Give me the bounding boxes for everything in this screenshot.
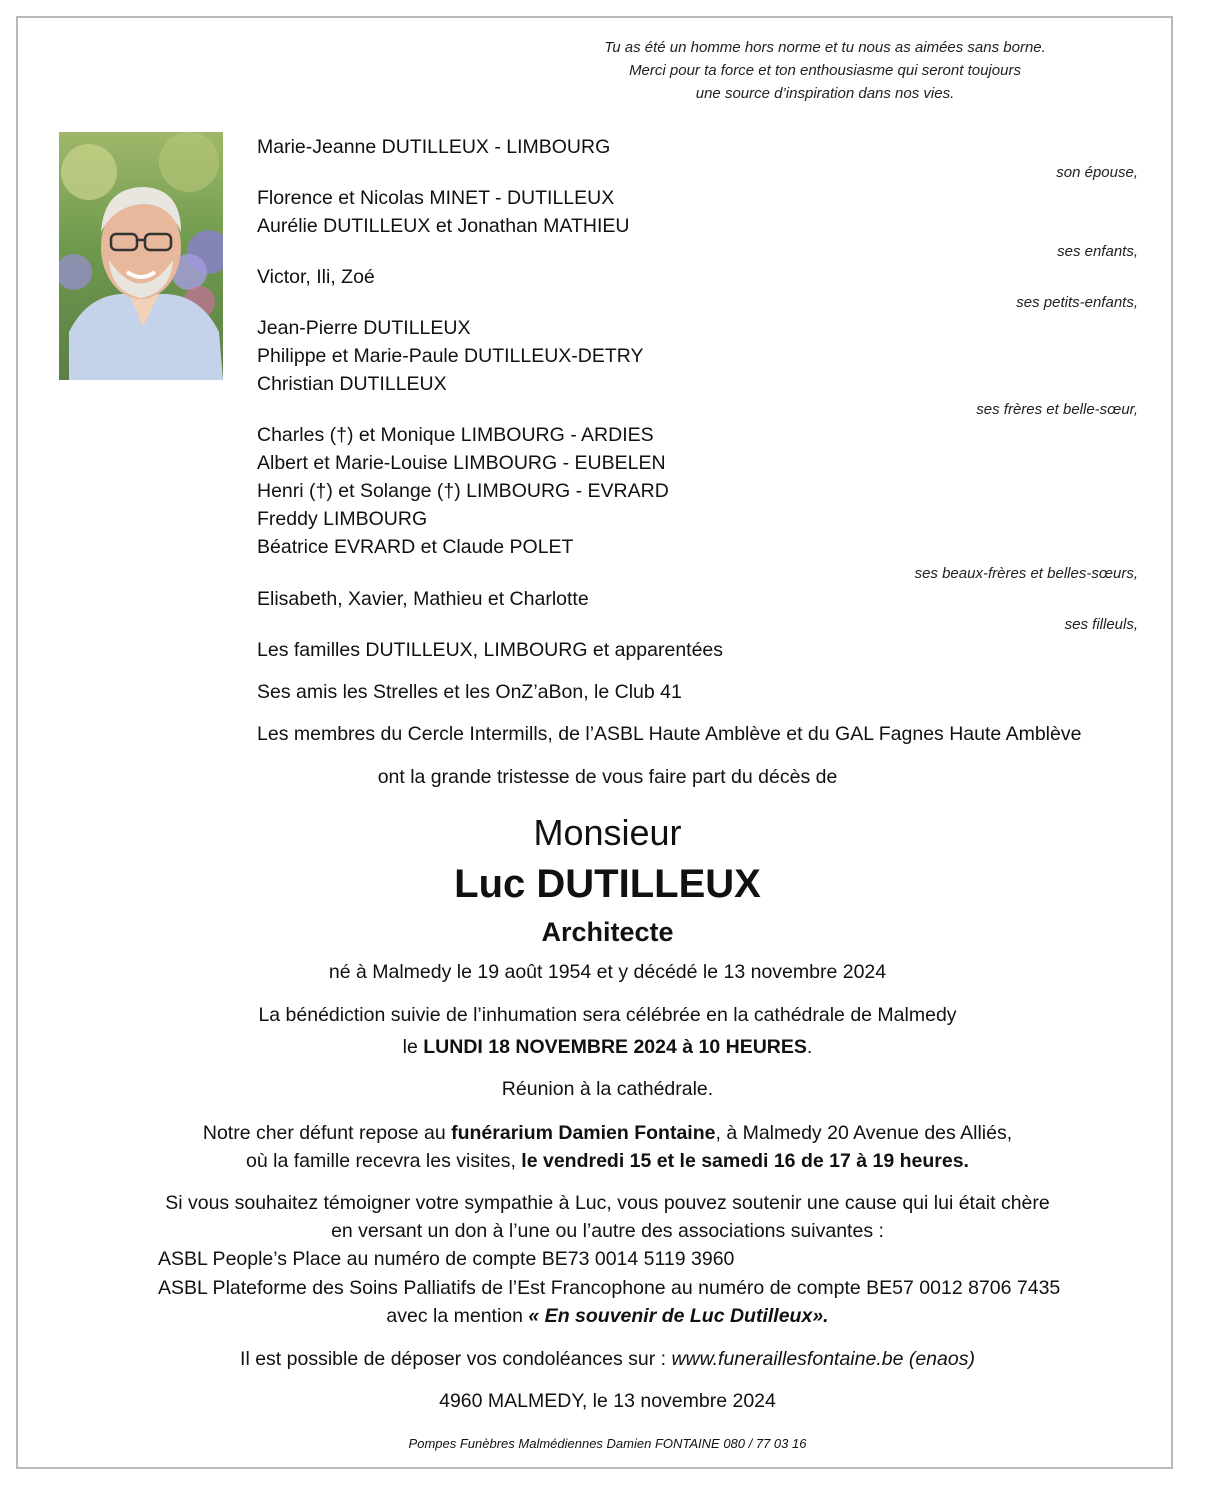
family-child-2: Aurélie DUTILLEUX et Jonathan MATHIEU [257, 215, 630, 237]
quote-line-2: Merci pour ta force et ton enthousiasme qui seront toujours [629, 62, 1021, 79]
family-inlaw-1: Charles (†) et Monique LIMBOURG - ARDIES [257, 424, 654, 446]
visit-line-1: Notre cher défunt repose au funérarium Damien Fontaine, à Malmedy 20 Avenue des Alliés, [202, 1122, 1013, 1144]
deceased-profession: Architecte [541, 917, 674, 947]
deceased-dates: né à Malmedy le 19 août 1954 et y décédé le 13 novembre 2024 [328, 961, 887, 983]
family-child-1: Florence et Nicolas MINET - DUTILLEUX [257, 187, 615, 209]
deceased-name: Luc DUTILLEUX [454, 862, 761, 906]
announcement-text: ont la grande tristesse de vous faire part du décès de [377, 766, 838, 788]
relation-siblings: ses frères et belle-sœur, [976, 401, 1138, 418]
family-inlaw-5: Béatrice EVRARD et Claude POLET [257, 536, 574, 558]
relation-grandchildren: ses petits-enfants, [1016, 294, 1138, 311]
ceremony-reunion: Réunion à la cathédrale. [501, 1078, 714, 1100]
condolences-link[interactable]: www.funeraillesfontaine.be (enaos) [671, 1348, 975, 1370]
family-sibling-1: Jean-Pierre DUTILLEUX [257, 317, 471, 339]
family-grandchildren: Victor, Ili, Zoé [257, 266, 375, 288]
relation-inlaws: ses beaux-frères et belles-sœurs, [914, 565, 1138, 582]
family-inlaw-3: Henri (†) et Solange (†) LIMBOURG - EVRARD [257, 480, 669, 502]
family-inlaw-4: Freddy LIMBOURG [257, 508, 428, 530]
family-inlaw-2: Albert et Marie-Louise LIMBOURG - EUBELEN [257, 452, 666, 474]
quote-line-1: Tu as été un homme hors norme et tu nous as aimées sans borne. [604, 39, 1046, 56]
donation-line-4: ASBL Plateforme des Soins Palliatifs de l’Est Francophone au numéro de compte BE57 0012 8706 7435 [158, 1277, 1061, 1299]
relation-wife: son épouse, [1056, 164, 1138, 181]
relation-godchildren: ses filleuls, [1064, 616, 1138, 633]
portrait-photo [59, 132, 223, 380]
place-date: 4960 MALMEDY, le 13 novembre 2024 [439, 1390, 776, 1412]
family-sibling-2: Philippe et Marie-Paule DUTILLEUX-DETRY [257, 345, 644, 367]
quote-line-3: une source d’inspiration dans nos vies. [695, 85, 955, 102]
portrait-image [59, 132, 223, 380]
deceased-honorific: Monsieur [533, 812, 682, 853]
family-members: Les membres du Cercle Intermills, de l’ASBL Haute Amblève et du GAL Fagnes Haute Amblève [257, 723, 1082, 745]
family-families: Les familles DUTILLEUX, LIMBOURG et apparentées [257, 639, 724, 661]
donation-line-3: ASBL People’s Place au numéro de compte BE73 0014 5119 3960 [158, 1248, 735, 1270]
donation-line-5: avec la mention « En souvenir de Luc Dutilleux». [386, 1305, 829, 1327]
donation-line-1: Si vous souhaitez témoigner votre sympathie à Luc, vous pouvez soutenir une cause qui lui était chère [165, 1192, 1050, 1214]
visit-line-2: où la famille recevra les visites, le vendredi 15 et le samedi 16 de 17 à 19 heures. [246, 1150, 969, 1172]
donation-line-2: en versant un don à l’une ou l’autre des associations suivantes : [331, 1220, 884, 1242]
family-sibling-3: Christian DUTILLEUX [257, 373, 447, 395]
condolences-line: Il est possible de déposer vos condoléances sur : www.funeraillesfontaine.be (enaos) [240, 1348, 975, 1370]
family-friends: Ses amis les Strelles et les OnZ’aBon, le Club 41 [257, 681, 682, 703]
footer-text: Pompes Funèbres Malmédiennes Damien FONTAINE 080 / 77 03 16 [408, 1436, 807, 1451]
ceremony-line-2: le LUNDI 18 NOVEMBRE 2024 à 10 HEURES. [402, 1036, 813, 1058]
family-wife: Marie-Jeanne DUTILLEUX - LIMBOURG [257, 136, 611, 158]
family-godchildren: Elisabeth, Xavier, Mathieu et Charlotte [257, 588, 589, 610]
relation-children: ses enfants, [1057, 243, 1138, 260]
ceremony-line-1: La bénédiction suivie de l’inhumation sera célébrée en la cathédrale de Malmedy [258, 1004, 957, 1026]
